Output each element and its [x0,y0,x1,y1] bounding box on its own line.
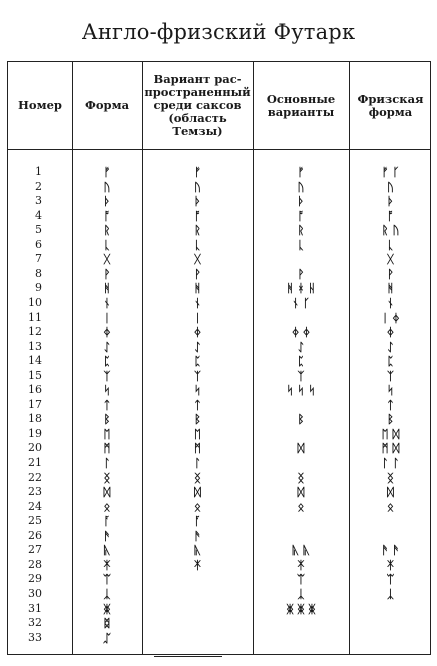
rune-thames-variant: ᚷ [194,252,201,267]
rune-main-variants: ᛇ [297,339,305,354]
rune-thames-variant: ᛖ [194,426,201,441]
rune-form: ᛖ [103,426,111,441]
rune-main-variants: ᚢ [297,179,305,194]
rune-thames-variant: ᚩ [194,208,201,223]
row-number: 10 [28,295,42,309]
row-number: 17 [28,397,42,411]
rune-form: ᛢ [103,630,111,645]
row-number: 3 [35,194,42,208]
rune-form: ᚩ [103,208,111,223]
rune-thames-variant: ᚢ [194,179,201,194]
rune-frisian-form: ᚾ [387,295,394,310]
rune-main-variants: ᛡ [297,557,305,572]
rune-form: ᛠ [103,572,111,587]
rune-form: ᛣ [103,586,111,601]
rune-form: ᛞ [103,485,111,500]
rune-frisian-form: ᚩ [387,208,394,223]
rune-main-variants: ᚹ [297,266,305,281]
rune-thames-variant: ᛉ [194,368,201,383]
rune-main-variants: ᚣ ᚣ [292,543,310,558]
rune-form: ᛉ [103,368,111,383]
rune-form: ᛝ [103,470,111,485]
row-number: 1 [35,165,42,178]
rune-thames-variant: ᛁ [194,310,201,325]
rune-frisian-form: ᛁ ᛄ [381,310,400,325]
row-number: 8 [35,266,42,280]
rune-main-variants: ᛞ [297,485,305,500]
rune-main-variants: ᛣ [297,586,305,601]
rune-thames-variant: ᛝ [194,470,201,485]
closing-rule [154,656,222,657]
rune-main-variants: ᛟ [297,499,305,514]
rune-form: ᛚ [103,456,111,470]
row-number: 18 [28,412,42,426]
rune-frisian-form: ᛈ [387,354,394,369]
rune-main-variants: ᛞ [297,441,305,456]
rune-form: ᚫ [103,528,111,543]
rune-form: ᛡ [103,557,111,572]
rune-thames-variant: ᚳ [194,237,201,252]
rune-form: ᚠ [103,165,111,179]
rune-thames-variant: ᛡ [194,557,201,572]
rune-form: ᚦ [103,194,111,209]
row-number: 2 [35,179,42,193]
row-number: 4 [35,208,42,222]
rune-form: ᛋ [103,383,111,398]
row-number: 23 [28,485,42,499]
row-number: 33 [28,630,42,644]
rune-frisian-form: ᛄ [387,325,394,340]
rune-thames-variant: ᚱ [194,223,201,238]
rune-main-variants: ᚦ [297,194,305,209]
rune-frisian-form: ᛠ [387,572,394,587]
rune-frisian-form: ᛞ [387,485,394,500]
rune-main-variants: ᛉ [297,368,305,383]
header-thames-variant: Вариант рас- пространенный среди саксов (область Темзы) [144,72,251,138]
rune-thames-variant: ᛈ [194,354,201,369]
row-number: 32 [28,616,42,630]
rune-frisian-form: ᚷ [387,252,394,267]
header-number: Номер [18,98,62,112]
rune-frisian-form: ᛖ ᛞ [381,426,400,441]
rune-frisian-form: ᛟ [387,499,394,514]
rune-form: ᚱ [103,223,111,238]
row-number: 11 [28,310,42,324]
rune-main-variants: ᛈ [297,354,305,369]
row-number: 6 [35,237,42,251]
rune-frisian-form: ᚳ [387,237,394,252]
rune-frisian-form: ᚠ ᚴ [381,165,400,179]
rune-frisian-form: ᛣ [387,586,394,601]
row-number: 26 [28,528,42,542]
row-number: 28 [28,557,42,571]
rune-thames-variant: ᚻ [194,281,201,296]
rune-main-variants: ᚩ [297,208,305,223]
rune-frisian-form: ᚻ [387,281,394,296]
rune-form: ᛇ [103,339,111,354]
rune-form: ᛗ [103,441,111,456]
rune-frisian-form: ᚦ [387,194,394,209]
rune-thames-variant: ᛟ [194,499,201,514]
rune-main-variants: ᚠ [297,165,305,179]
rune-form: ᚻ [103,281,111,296]
rune-frisian-form: ᚫ ᚫ [381,543,400,558]
rune-thames-variant: ᛗ [194,441,201,456]
rune-thames-variant: ᚫ [194,528,201,543]
rune-thames-variant: ᛋ [194,383,201,398]
rune-thames-variant: ᛇ [194,339,201,354]
row-number: 15 [28,368,42,382]
rune-frisian-form: ᛏ [387,397,394,412]
rune-main-variants: ᚱ [297,223,305,238]
rune-main-variants: ᚻ ᚼ ᚺ [286,281,316,296]
rune-thames-variant: ᛏ [194,397,201,412]
rune-form: ᛈ [103,354,111,369]
rune-form: ᛁ [103,310,111,325]
rune-frisian-form: ᛋ [387,383,394,398]
rune-thames-variant: ᚹ [194,266,201,281]
row-number: 30 [28,586,42,600]
rune-thames-variant: ᚣ [194,543,201,558]
rune-form: ᚷ [103,252,111,267]
rune-frisian-form: ᛒ [387,412,394,427]
rune-main-variants: ᛄ ᛄ [292,325,310,340]
rune-frisian-form: ᛝ [387,470,394,485]
rune-thames-variant: ᚪ [194,514,201,529]
row-number: 19 [28,426,42,440]
rune-form: ᚪ [103,514,111,529]
row-number: 14 [28,354,42,368]
rune-frisian-form: ᛡ [387,557,394,572]
rune-main-variants: ᛋ ᛋ ᛋ [286,383,316,398]
rune-main-variants: ᛒ [297,412,305,427]
rune-form: ᛒ [103,412,111,427]
rune-main-variants: ᛝ [297,470,305,485]
rune-main-variants: ᛠ [297,572,305,587]
rune-thames-variant: ᚦ [194,194,201,209]
rune-frisian-form: ᚹ [387,266,394,281]
rune-main-variants: ᚾ ᚴ [292,295,310,310]
row-number: 13 [28,339,42,353]
rune-frisian-form: ᛗ ᛞ [381,441,400,456]
row-number: 31 [28,601,42,615]
rune-frisian-form: ᚱ ᚢ [381,223,400,238]
rune-thames-variant: ᛒ [194,412,201,427]
rune-thames-variant: ᚾ [194,295,201,310]
row-number: 25 [28,514,42,528]
rune-form: ᚾ [103,295,111,310]
rune-form: ᛤ [103,601,111,616]
rune-frisian-form: ᛇ [387,339,394,354]
row-number: 9 [35,281,42,295]
rune-thames-variant: ᛞ [194,485,201,500]
row-number: 7 [35,252,42,266]
rune-form: ᛟ [103,499,111,514]
rune-main-variants: ᚳ [297,237,305,252]
header-frisian-form: Фризская форма [357,91,424,119]
rune-form: ᚳ [103,237,111,252]
row-number: 29 [28,572,42,586]
row-number: 24 [28,499,42,513]
header-main-variants: Основные варианты [266,91,336,119]
rune-thames-variant: ᛄ [194,325,201,340]
rune-form: ᚣ [103,543,111,558]
rune-form: ᛥ [103,616,111,631]
rune-form: ᚢ [103,179,111,194]
rune-main-variants: ᛤ ᛤ ᛤ [286,601,316,616]
rune-frisian-form: ᛉ [387,368,394,383]
page-title: Англо-фризский Футарк [81,20,356,44]
rune-thames-variant: ᚠ [194,165,201,179]
rune-form: ᛏ [103,397,111,412]
row-number: 5 [35,223,42,237]
row-number: 21 [28,456,42,469]
rune-frisian-form: ᚢ [387,179,394,194]
rune-frisian-form: ᛚ ᛚ [381,456,400,470]
futhark-table [7,61,431,655]
rune-thames-variant: ᛚ [194,456,201,470]
row-number: 12 [28,325,42,339]
header-form: Форма [84,98,130,112]
row-number: 27 [28,543,42,557]
rune-form: ᛄ [103,325,111,340]
rune-form: ᚹ [103,266,111,281]
row-number: 20 [28,441,42,455]
row-number: 16 [28,383,42,397]
row-number: 22 [28,470,42,484]
